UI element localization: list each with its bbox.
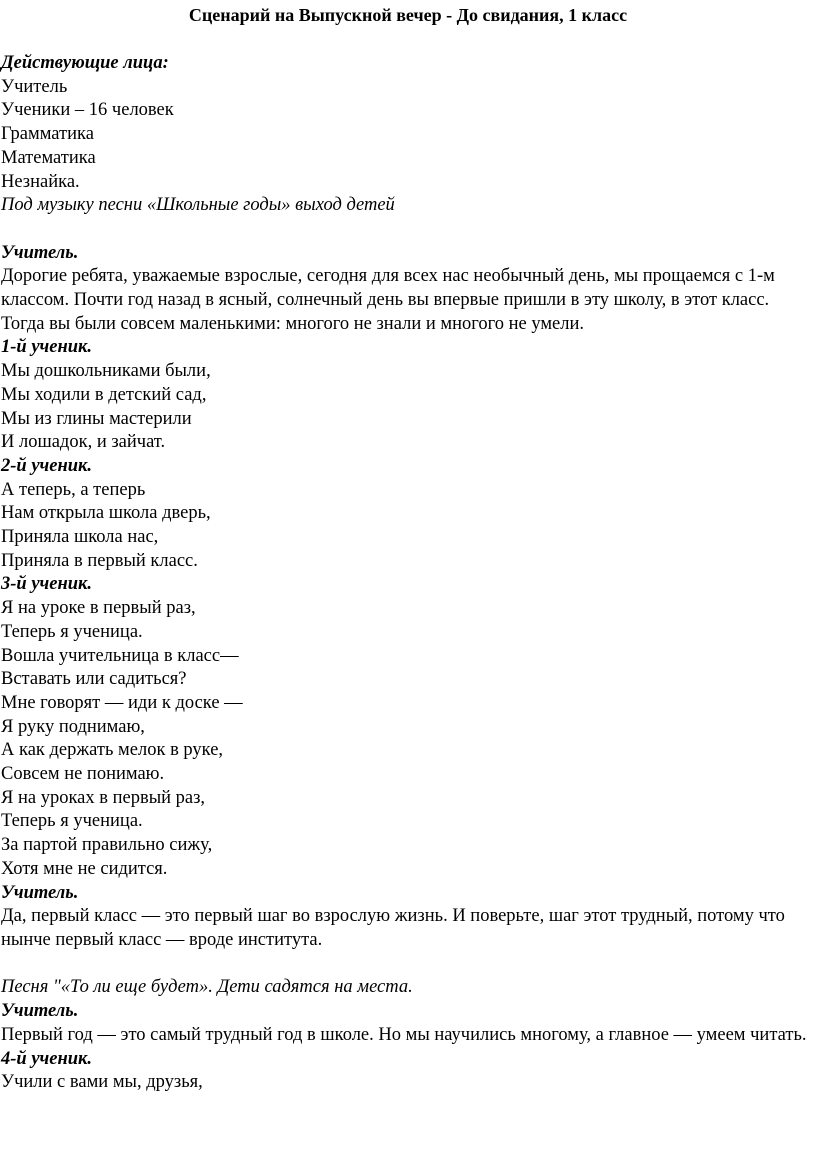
blank-line bbox=[1, 218, 811, 242]
character-item: Незнайка. bbox=[1, 171, 80, 192]
teacher-speech: Дорогие ребята, уважаемые взрослые, сегодня для всех нас необычный день, мы прощаемся с 1-м классом. Почти год назад в ясный, солнечный день вы впервые пришли в эту школу, в этот класс. Тогда вы были совсем маленькими: многого не знали и многого не умели. bbox=[1, 266, 775, 334]
verse-line: Я руку поднимаю, bbox=[1, 716, 145, 737]
characters-heading: Действующие лица: bbox=[1, 53, 169, 73]
character-item: Учитель bbox=[1, 76, 68, 97]
verse-line: Теперь я ученица. bbox=[1, 621, 143, 642]
verse-line: Учили с вами мы, друзья, bbox=[1, 1072, 203, 1093]
verse-line: Теперь я ученица. bbox=[1, 811, 143, 832]
verse-line: Вставать или садиться? bbox=[1, 669, 187, 690]
character-item: Математика bbox=[1, 147, 96, 168]
character-item: Ученики – 16 человек bbox=[1, 100, 174, 121]
verse-line: Совсем не понимаю. bbox=[1, 764, 165, 785]
verse-line: Приняла школа нас, bbox=[1, 527, 159, 548]
verse-line: Вошла учительница в класс— bbox=[1, 645, 239, 666]
speaker-label: 4-й ученик. bbox=[1, 1048, 93, 1069]
verse-line: Нам открыла школа дверь, bbox=[1, 503, 211, 524]
teacher-speech: Да, первый класс — это первый шаг во взрослую жизнь. И поверьте, шаг этот трудный, потому что нынче первый класс — вроде института. bbox=[1, 906, 785, 950]
verse-line: Я на уроках в первый раз, bbox=[1, 787, 206, 808]
verse-line: А как держать мелок в руке, bbox=[1, 740, 224, 761]
verse-line: Приняла в первый класс. bbox=[1, 550, 198, 571]
verse-line: А теперь, а теперь bbox=[1, 479, 146, 500]
speaker-label: 3-й ученик. bbox=[1, 574, 93, 595]
verse-line: Мы из глины мастерили bbox=[1, 408, 192, 429]
speaker-label: 2-й ученик. bbox=[1, 455, 93, 476]
verse-line: Мы ходили в детский сад, bbox=[1, 384, 207, 405]
teacher-speech: Первый год — это самый трудный год в школе. Но мы научились многому, а главное — умеем читать. bbox=[1, 1024, 807, 1045]
verse-line: За партой правильно сижу, bbox=[1, 835, 213, 856]
speaker-label: Учитель. bbox=[1, 1001, 79, 1022]
document-body bbox=[1, 52, 811, 1095]
stage-direction: Под музыку песни «Школьные годы» выход детей bbox=[1, 195, 395, 216]
verse-line: И лошадок, и зайчат. bbox=[1, 432, 166, 453]
verse-line: Мне говорят — иди к доске — bbox=[1, 692, 243, 713]
speaker-label: 1-й ученик. bbox=[1, 337, 93, 358]
verse-line: Я на уроке в первый раз, bbox=[1, 598, 196, 619]
speaker-label: Учитель. bbox=[1, 882, 79, 903]
verse-line: Мы дошкольниками были, bbox=[1, 361, 211, 382]
stage-direction: Песня "«То ли еще будет». Дети садятся на места. bbox=[1, 977, 413, 998]
verse-line: Хотя мне не сидится. bbox=[1, 858, 168, 879]
blank-line bbox=[1, 953, 811, 977]
document-title: Сценарий на Выпускной вечер - До свидания, 1 класс bbox=[188, 5, 628, 25]
speaker-label: Учитель. bbox=[1, 242, 79, 263]
character-item: Грамматика bbox=[1, 124, 94, 145]
